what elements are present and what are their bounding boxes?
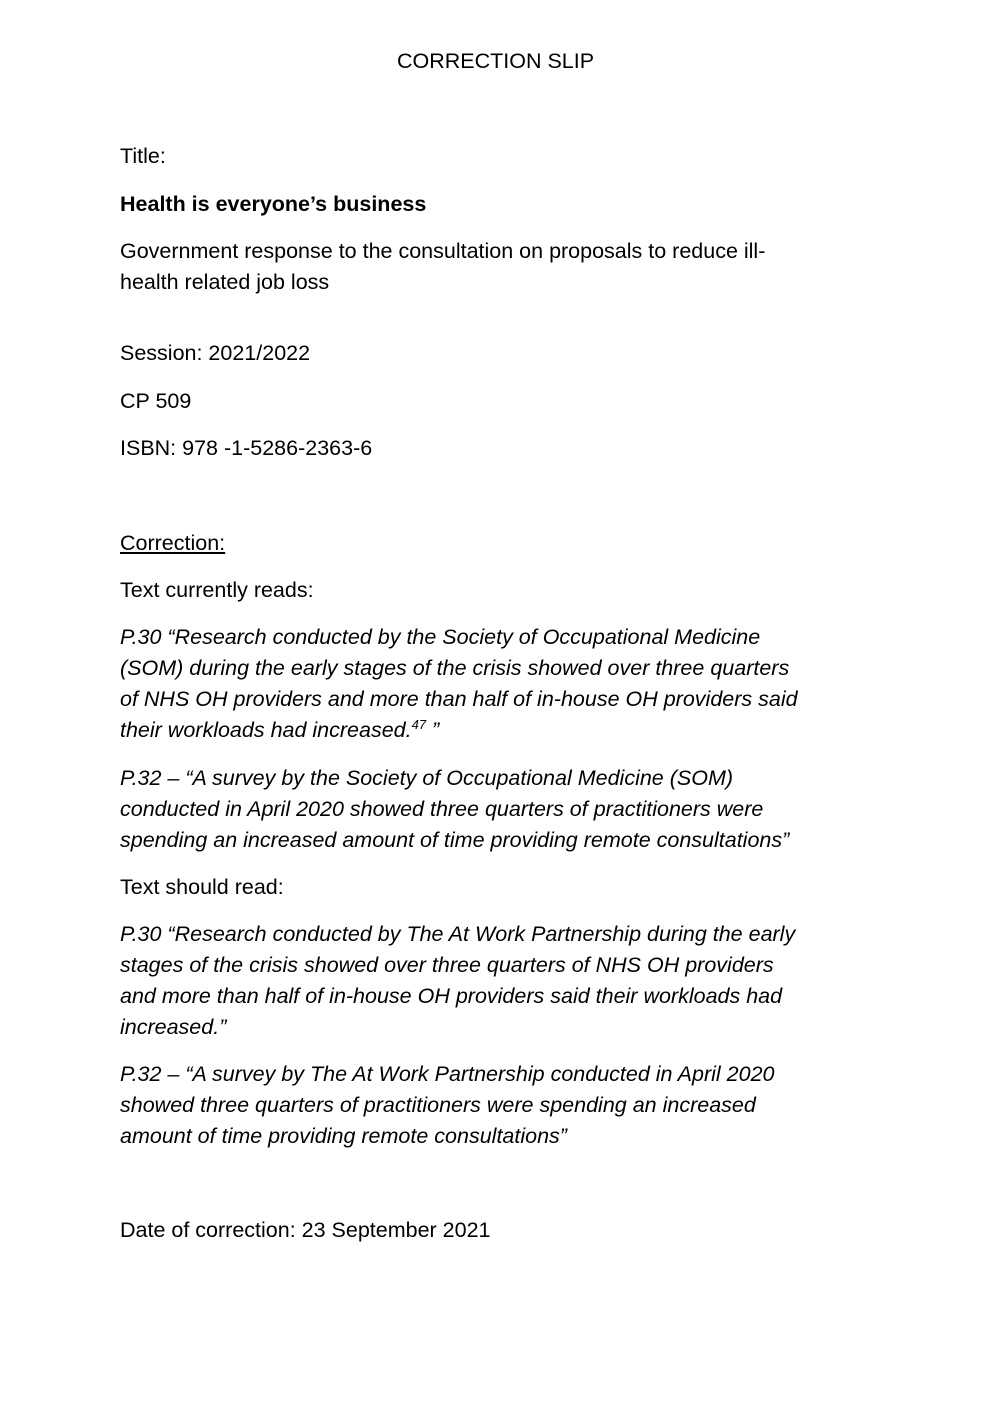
paragraph-line-text: their workloads had increased.: [120, 718, 412, 742]
should-read-label: Text should read:: [120, 875, 284, 899]
new-text-p30: [120, 919, 880, 1043]
date-of-correction: Date of correction: 23 September 2021: [120, 1218, 491, 1242]
page-heading: CORRECTION SLIP: [396, 49, 595, 73]
subtitle-line: Government response to the consultation on proposals to reduce ill-: [120, 239, 766, 263]
document-title: Health is everyone’s business: [120, 192, 427, 216]
paragraph-line: (SOM) during the early stages of the crisis showed over three quarters: [120, 656, 790, 680]
paragraph-line: spending an increased amount of time providing remote consultations”: [120, 828, 790, 852]
document-subtitle: [120, 236, 880, 298]
closing-quote: ”: [426, 718, 440, 742]
paragraph-line: amount of time providing remote consultations”: [120, 1124, 567, 1148]
correction-label: Correction:: [120, 531, 226, 555]
paragraph-line: P.30 “Research conducted by the Society of Occupational Medicine: [120, 625, 761, 649]
paragraph-line: showed three quarters of practitioners were spending an increased: [120, 1093, 756, 1117]
paragraph-line: conducted in April 2020 showed three quarters of practitioners were: [120, 797, 764, 821]
paragraph-line: P.32 – “A survey by The At Work Partnership conducted in April 2020: [120, 1062, 775, 1086]
new-text-p32: [120, 1059, 880, 1152]
current-text-p32: [120, 763, 880, 856]
isbn-text: ISBN: 978 -1-5286-2363-6: [120, 436, 373, 460]
currently-reads-label: Text currently reads:: [120, 578, 314, 602]
title-label: Title:: [120, 144, 166, 168]
paragraph-line: of NHS OH providers and more than half of in-house OH providers said: [120, 687, 798, 711]
session-text: Session: 2021/2022: [120, 341, 311, 365]
paragraph-line: increased.”: [120, 1015, 227, 1039]
current-text-p30: [120, 622, 880, 746]
paragraph-line: P.32 – “A survey by the Society of Occupational Medicine (SOM): [120, 766, 734, 790]
footnote-reference: 47: [411, 717, 427, 732]
paragraph-line: P.30 “Research conducted by The At Work Partnership during the early: [120, 922, 796, 946]
paragraph-line: and more than half of in-house OH providers said their workloads had: [120, 984, 783, 1008]
cp-number: CP 509: [120, 389, 192, 413]
paragraph-line: [120, 715, 880, 746]
subtitle-line: health related job loss: [120, 270, 330, 294]
paragraph-line: stages of the crisis showed over three quarters of NHS OH providers: [120, 953, 774, 977]
